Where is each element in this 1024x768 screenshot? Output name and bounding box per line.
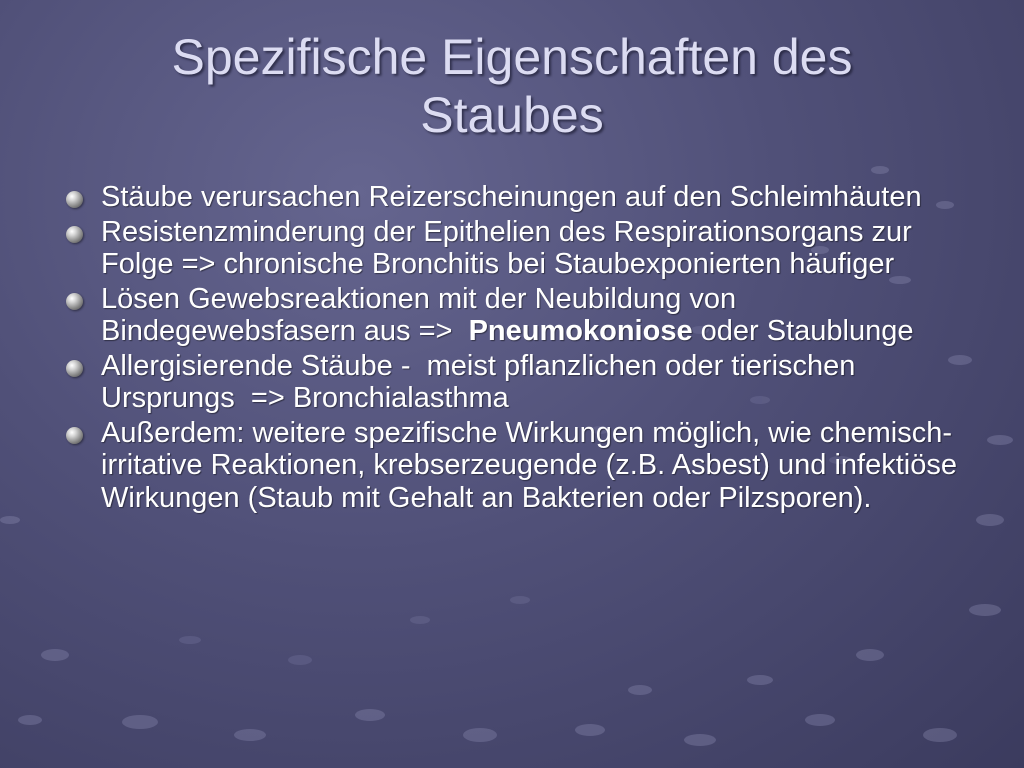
bullet-text: Allergisierende Stäube - meist pflanzlichen oder tierischen Ursprungs => Bronchialasthma bbox=[101, 349, 864, 414]
bullet-sphere-icon bbox=[66, 293, 83, 310]
bullet-text-bold: Pneumokoniose bbox=[468, 315, 693, 347]
bullet-sphere-icon bbox=[66, 427, 83, 444]
bullet-text: Stäube verursachen Reizerscheinungen auf den Schleimhäuten bbox=[101, 181, 922, 213]
title-line-2: Staubes bbox=[420, 87, 604, 143]
bullet-text: Außerdem: weitere spezifische Wirkungen möglich, wie chemisch-irritative Reaktionen, krebserzeugende (z.B. Asbest) und infektiöse Wirkungen (Staub mit Gehalt an Bakterien oder Pilzsporen). bbox=[101, 416, 957, 514]
slide-title bbox=[40, 28, 984, 144]
bullet-item bbox=[66, 350, 966, 415]
bullet-item bbox=[66, 216, 966, 281]
bullet-text-after: oder Staublunge bbox=[692, 315, 914, 347]
bullet-text: Resistenzminderung der Epithelien des Respirationsorgans zur Folge => chronische Bronchitis bei Staubexponierten häufiger bbox=[101, 215, 912, 280]
bullet-item bbox=[66, 283, 966, 348]
title-line-1: Spezifische Eigenschaften des bbox=[171, 29, 853, 85]
bullet-text bbox=[101, 283, 966, 348]
bullet-sphere-icon bbox=[66, 360, 83, 377]
bullet-item bbox=[66, 417, 966, 515]
bullet-text-before: Lösen Gewebsreaktionen mit der Neubildung von Bindegewebsfasern aus => bbox=[101, 282, 745, 347]
bullet-list bbox=[66, 181, 966, 516]
bullet-item bbox=[66, 181, 966, 214]
bullet-sphere-icon bbox=[66, 191, 83, 208]
bullet-sphere-icon bbox=[66, 226, 83, 243]
